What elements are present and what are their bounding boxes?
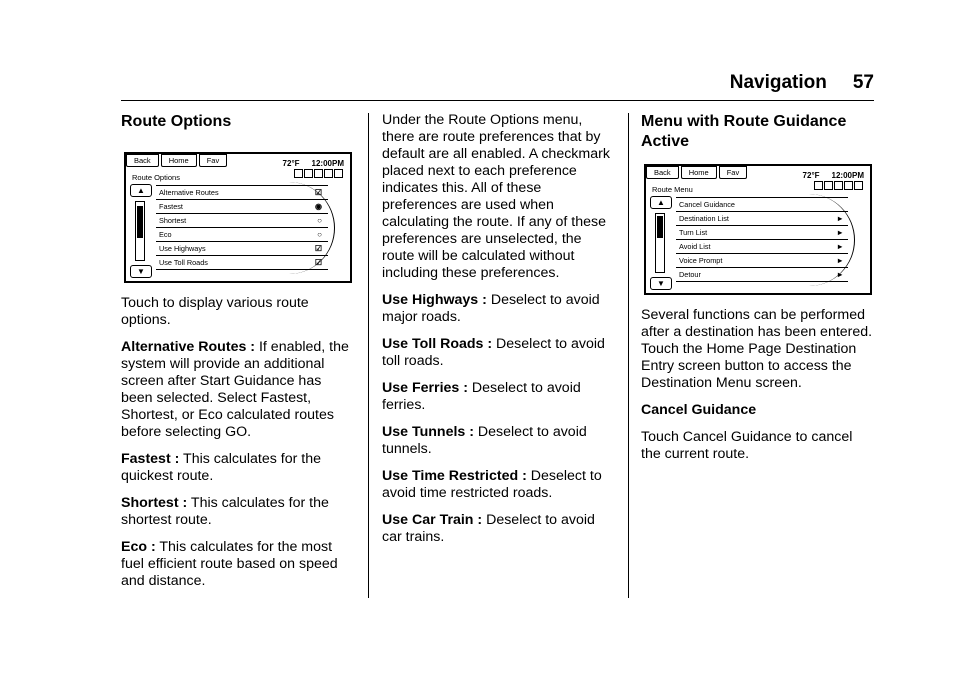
column-divider-2 [628, 113, 629, 598]
section-heading: Menu with Route Guidance Active [641, 113, 847, 150]
status-icon [304, 169, 313, 178]
option-label: Fastest [159, 202, 183, 211]
definition [121, 539, 356, 590]
definition [382, 336, 614, 370]
running-header [730, 72, 874, 94]
section-title: Navigation [729, 72, 827, 93]
column-divider-1 [368, 113, 369, 598]
term: Use Highways : [382, 292, 487, 308]
scroll-thumb[interactable] [657, 216, 663, 238]
definition [121, 339, 356, 441]
column-3 [641, 112, 875, 473]
intro-paragraph: Several functions can be performed after a destination has been entered. Touch the Home Page Destination Entry screen button to access the Destination Menu screen. [641, 307, 873, 391]
home-button[interactable]: Home [161, 154, 197, 167]
sub-paragraph: Touch Cancel Guidance to cancel the current route. [641, 429, 853, 462]
checkbox-checked-icon[interactable]: ☑ [314, 244, 322, 253]
scroll-up-icon[interactable]: ▲ [130, 184, 152, 197]
option-label: Eco [159, 230, 172, 239]
fav-button[interactable]: Fav [719, 166, 748, 179]
temperature: 72°F [802, 171, 820, 180]
term: Alternative Routes : [121, 339, 256, 355]
status-icon [314, 169, 323, 178]
route-options-screen [124, 152, 352, 283]
status-icon [834, 181, 843, 190]
screen-title: Route Options [132, 173, 180, 182]
home-button[interactable]: Home [681, 166, 717, 179]
term-description: This calculates for the most fuel efficient route based on speed and distance. [121, 539, 338, 589]
term-description: This calculates for the quickest route. [121, 451, 322, 484]
scroll-up-icon[interactable]: ▲ [650, 196, 672, 209]
temperature: 72°F [282, 159, 300, 168]
route-menu-screen [644, 164, 872, 295]
term: Use Time Restricted : [382, 468, 527, 484]
definition [382, 468, 614, 502]
checkbox-checked-icon[interactable]: ☑ [314, 258, 322, 267]
status-icon [854, 181, 863, 190]
option-label: Shortest [159, 216, 187, 225]
definition [382, 512, 614, 546]
status-icon [294, 169, 303, 178]
status-icon [814, 181, 823, 190]
definition [121, 495, 356, 529]
term-description: Deselect to avoid ferries. [382, 380, 581, 413]
screen-title: Route Menu [652, 185, 693, 194]
chevron-right-icon: ▸ [837, 270, 842, 279]
status-icons [814, 181, 863, 190]
term: Use Tunnels : [382, 424, 474, 440]
radio-empty-icon[interactable]: ○ [317, 230, 322, 239]
checkbox-checked-icon[interactable]: ☑ [314, 188, 322, 197]
term: Use Toll Roads : [382, 336, 493, 352]
radio-selected-icon[interactable]: ◉ [315, 202, 322, 211]
term-description: Deselect to avoid time restricted roads. [382, 468, 602, 501]
radio-empty-icon[interactable]: ○ [317, 216, 322, 225]
menu-label: Voice Prompt [679, 256, 723, 265]
chevron-right-icon: ▸ [837, 242, 842, 251]
back-button[interactable]: Back [126, 154, 159, 167]
menu-label: Avoid List [679, 242, 711, 251]
scroll-controls [130, 184, 150, 278]
screen-tab-bar [646, 166, 749, 179]
definition [382, 292, 614, 326]
option-label: Use Toll Roads [159, 258, 208, 267]
status-icon [844, 181, 853, 190]
term: Use Car Train : [382, 512, 483, 528]
scrollbar[interactable] [655, 213, 665, 273]
definition [382, 380, 614, 414]
intro-paragraph: Touch to display various route options. [121, 295, 309, 328]
intro-paragraph: Under the Route Options menu, there are route preferences that by default are all enabled. A checkmark placed next to each preference indicates this. All of these preferences are used when calculating the route. If any of these preferences are unselected, the route will be calculated without including these preferences. [382, 112, 610, 281]
column-1 [121, 112, 356, 600]
scrollbar[interactable] [135, 201, 145, 261]
chevron-right-icon: ▸ [837, 256, 842, 265]
term-description: Deselect to avoid toll roads. [382, 336, 605, 369]
term-description: Deselect to avoid car trains. [382, 512, 595, 545]
back-button[interactable]: Back [646, 166, 679, 179]
status-icons [294, 169, 343, 178]
fav-button[interactable]: Fav [199, 154, 228, 167]
status-icon [824, 181, 833, 190]
scroll-controls [650, 196, 670, 290]
clock: 12:00PM [831, 171, 864, 180]
status-icon [324, 169, 333, 178]
scroll-down-icon[interactable]: ▼ [130, 265, 152, 278]
term: Fastest : [121, 451, 180, 467]
definition [121, 451, 356, 485]
menu-label: Destination List [679, 214, 729, 223]
scroll-down-icon[interactable]: ▼ [650, 277, 672, 290]
clock: 12:00PM [311, 159, 344, 168]
option-label: Use Highways [159, 244, 206, 253]
header-rule [121, 100, 874, 101]
term-description: Deselect to avoid major roads. [382, 292, 600, 325]
term-description: Deselect to avoid tunnels. [382, 424, 587, 457]
term-description: This calculates for the shortest route. [121, 495, 329, 528]
term: Eco : [121, 539, 156, 555]
term-description: If enabled, the system will provide an additional screen after Start Guidance has been selected. Select Fastest, Shortest, or Eco calculated routes before selecting GO. [121, 339, 349, 440]
menu-label: Detour [679, 270, 701, 279]
section-heading: Route Options [121, 113, 232, 130]
option-label: Alternative Routes [159, 188, 219, 197]
screen-tab-bar [126, 154, 229, 167]
column-2 [382, 112, 614, 556]
chevron-right-icon: ▸ [837, 228, 842, 237]
menu-label: Turn List [679, 228, 708, 237]
page-number: 57 [852, 72, 874, 93]
menu-label: Cancel Guidance [679, 200, 735, 209]
term: Use Ferries : [382, 380, 468, 396]
term: Shortest : [121, 495, 188, 511]
definition [382, 424, 614, 458]
sub-heading: Cancel Guidance [641, 402, 757, 418]
scroll-thumb[interactable] [137, 206, 143, 238]
status-icon [334, 169, 343, 178]
chevron-right-icon: ▸ [837, 214, 842, 223]
